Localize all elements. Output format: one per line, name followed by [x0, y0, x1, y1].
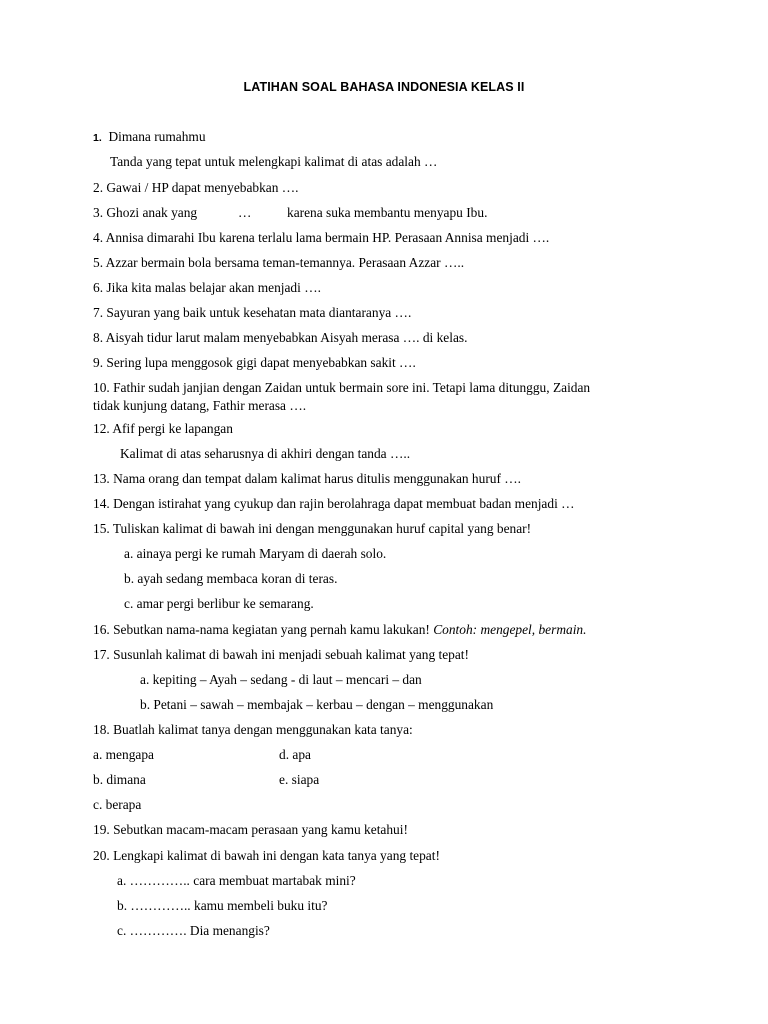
question-3-part2: karena suka membantu menyapu Ibu. — [287, 205, 488, 220]
question-1-text: Dimana rumahmu — [108, 129, 206, 144]
question-17-item-b: b. Petani – sawah – membajak – kerbau – dengan – menggunakan — [140, 697, 494, 712]
question-8: 8. Aisyah tidur larut malam menyebabkan Aisyah merasa …. di kelas. — [93, 330, 468, 345]
question-17-item-a: a. kepiting – Ayah – sedang - di laut – mencari – dan — [140, 672, 422, 687]
question-14: 14. Dengan istirahat yang cyukup dan rajin berolahraga dapat membuat badan menjadi … — [93, 496, 575, 511]
question-2: 2. Gawai / HP dapat menyebabkan …. — [93, 180, 299, 195]
question-18-option-d: d. apa — [279, 747, 311, 762]
question-20-item-b: b. ………….. kamu membeli buku itu? — [117, 898, 328, 913]
question-18-option-a: a. mengapa — [93, 747, 154, 762]
question-19: 19. Sebutkan macam-macam perasaan yang kamu ketahui! — [93, 822, 408, 837]
question-1-number: 1. — [93, 132, 102, 144]
question-3-part1: 3. Ghozi anak yang — [93, 205, 198, 220]
question-15-item-a: a. ainaya pergi ke rumah Maryam di daerah solo. — [124, 546, 387, 561]
question-12: 12. Afif pergi ke lapangan — [93, 421, 233, 436]
question-7: 7. Sayuran yang baik untuk kesehatan mata diantaranya …. — [93, 305, 412, 320]
question-3-blank: … — [238, 205, 252, 220]
question-4: 4. Annisa dimarahi Ibu karena terlalu lama bermain HP. Perasaan Annisa menjadi …. — [93, 230, 550, 245]
question-20-item-a: a. ………….. cara membuat martabak mini? — [117, 873, 356, 888]
question-20-item-c: c. …………. Dia menangis? — [117, 923, 270, 938]
question-10-line-2: tidak kunjung datang, Fathir merasa …. — [93, 398, 307, 413]
question-1 — [93, 129, 206, 146]
question-15-item-b: b. ayah sedang membaca koran di teras. — [124, 571, 338, 586]
question-18-option-c: c. berapa — [93, 797, 142, 812]
document-title: LATIHAN SOAL BAHASA INDONESIA KELAS II — [243, 80, 525, 94]
question-1-instruction: Tanda yang tepat untuk melengkapi kalimat di atas adalah … — [110, 154, 438, 169]
question-15: 15. Tuliskan kalimat di bawah ini dengan menggunakan huruf capital yang benar! — [93, 521, 532, 536]
question-16 — [93, 622, 586, 638]
question-13: 13. Nama orang dan tempat dalam kalimat harus ditulis menggunakan huruf …. — [93, 471, 522, 486]
question-17: 17. Susunlah kalimat di bawah ini menjadi sebuah kalimat yang tepat! — [93, 647, 469, 662]
question-18-option-e: e. siapa — [279, 772, 320, 787]
question-3 — [93, 205, 488, 221]
question-16-text: 16. Sebutkan nama-nama kegiatan yang pernah kamu lakukan! — [93, 622, 434, 637]
question-9: 9. Sering lupa menggosok gigi dapat menyebabkan sakit …. — [93, 355, 416, 370]
question-20: 20. Lengkapi kalimat di bawah ini dengan kata tanya yang tepat! — [93, 848, 440, 863]
question-12-instruction: Kalimat di atas seharusnya di akhiri dengan tanda ….. — [120, 446, 411, 461]
question-6: 6. Jika kita malas belajar akan menjadi …. — [93, 280, 321, 295]
question-16-example: Contoh: mengepel, bermain. — [433, 622, 587, 637]
question-10-line-1: 10. Fathir sudah janjian dengan Zaidan untuk bermain sore ini. Tetapi lama ditunggu, Zaidan — [93, 380, 591, 395]
question-15-item-c: c. amar pergi berlibur ke semarang. — [124, 596, 314, 611]
question-18: 18. Buatlah kalimat tanya dengan menggunakan kata tanya: — [93, 722, 413, 737]
question-5: 5. Azzar bermain bola bersama teman-temannya. Perasaan Azzar ….. — [93, 255, 465, 270]
question-18-option-b: b. dimana — [93, 772, 146, 787]
